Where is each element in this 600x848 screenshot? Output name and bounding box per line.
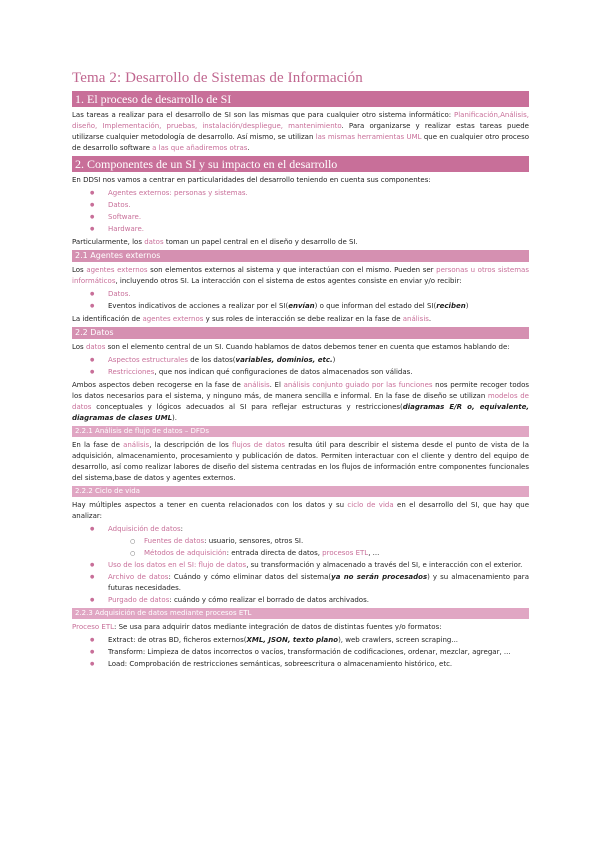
section-heading-2-1: 2.1 Agentes externos: [72, 250, 529, 262]
paragraph-development-process: Las tareas a realizar para el desarrollo de SI son las mismas que para cualquier otro sistema informático: Planificación,Análisis, diseño, Implementación, pruebas, instalación/despliegue, mantenimiento. Para organizarse y realizar estas tareas puede utilizarse cualquier metodología de desarrollo. Así mismo, se utilizan las mismas herramientas UML que en cualquier otro proceso de desarrollo software a las que añadiremos otras.: [72, 111, 530, 152]
paragraph-analysis-design: Ambos aspectos deben recogerse en la fase de análisis. El análisis conjunto guiado por las funciones nos permite recoger todos los datos necesarios para el sistema, y ninguno más, de manera sencilla e informal. En la fase de diseño se utilizan modelos de datos conceptuales y lógicos adecuados al SI para reflejar estructuras y restricciones(diagramas E/R o, equivalente, diagramas de clases UML).: [72, 381, 530, 422]
paragraph-components-intro: En DDSI nos vamos a centrar en particularidades del desarrollo teniendo en cuenta sus componentes:: [72, 176, 431, 184]
paragraph-data-central: Particularmente, los datos toman un papel central en el diseño y desarrollo de SI.: [72, 238, 358, 246]
list-item: ● Load: Comprobación de restricciones semánticas, sobreescritura o almacenamiento histórico, etc.: [72, 659, 529, 670]
data-aspects-list: [72, 355, 529, 378]
list-item: ● Archivo de datos: Cuándo y cómo eliminar datos del sistema(ya no serán procesados) y su almacenamiento para futuras necesidades.: [72, 572, 529, 594]
section-heading-2-2: 2.2 Datos: [72, 327, 529, 339]
agents-list: [72, 289, 529, 312]
components-list: [72, 188, 529, 235]
list-item: ● Adquisición de datos:: [72, 524, 529, 535]
list-subitem: ○ Fuentes de datos: usuario, sensores, otros SI.: [72, 536, 529, 547]
list-item: ● Aspectos estructurales de los datos(variables, dominios, etc.): [72, 355, 529, 366]
list-item: ● Hardware.: [72, 224, 529, 235]
section-heading-2: 2. Componentes de un SI y su impacto en el desarrollo: [72, 156, 529, 172]
list-item: ● Purgado de datos: cuándo y cómo realizar el borrado de datos archivados.: [72, 595, 529, 606]
paragraph-etl: Proceso ETL: Se usa para adquirir datos mediante integración de datos de distintas fuentes y/o formatos:: [72, 623, 442, 631]
list-item: ● Datos.: [72, 289, 529, 300]
section-heading-1: 1. El proceso de desarrollo de SI: [72, 91, 529, 107]
section-heading-2-2-2: 2.2.2 Ciclo de vida: [72, 486, 529, 497]
list-item: ● Agentes externos: personas y sistemas.: [72, 188, 529, 199]
section-heading-2-2-1: 2.2.1 Análisis de flujo de datos – DFDs: [72, 426, 529, 437]
list-item: ● Extract: de otras BD, ficheros externos(XML, JSON, texto plano), web crawlers, screen scraping...: [72, 635, 529, 646]
list-item: ● Software.: [72, 212, 529, 223]
list-item: ● Uso de los datos en el SI: flujo de datos, su transformación y almacenado a través del SI, e interacción con el exterior.: [72, 560, 529, 571]
paragraph-lifecycle: Hay múltiples aspectos a tener en cuenta relacionados con los datos y su ciclo de vida en el desarrollo del SI, que hay que analizar:: [72, 501, 529, 520]
list-item: ● Restricciones, que nos indican qué configuraciones de datos almacenados son válidas.: [72, 367, 529, 378]
lifecycle-list: [72, 524, 529, 606]
section-heading-2-2-3: 2.2.3 Adquisición de datos mediante procesos ETL: [72, 608, 529, 619]
paragraph-external-agents: Los agentes externos son elementos externos al sistema y que interactúan con el mismo. Pueden ser personas u otros sistemas informáticos, incluyendo otros SI. La interacción con el sistema de estos agentes consiste en enviar y/o recibir:: [72, 266, 529, 285]
list-subitem: ○ Métodos de adquisición: entrada directa de datos, procesos ETL, ...: [72, 548, 529, 559]
document-page: [72, 70, 529, 672]
document-title: Tema 2: Desarrollo de Sistemas de Información: [72, 70, 363, 86]
list-item: ● Datos.: [72, 200, 529, 211]
paragraph-data: Los datos son el elemento central de un SI. Cuando hablamos de datos debemos tener en cuenta que estamos hablando de:: [72, 343, 510, 351]
etl-list: [72, 635, 529, 670]
list-item: ● Transform: Limpieza de datos incorrectos o vacíos, transformación de codificaciones, ordenar, mezclar, agregar, ...: [72, 647, 529, 658]
paragraph-dfd: En la fase de análisis, la descripción de los flujos de datos resulta útil para describir el sistema desde el punto de vista de la adquisición, almacenamiento, procesamiento y publicación de datos. Permiten interactuar con el cliente y dentro del equipo de desarrollo, así como realizar labores de diseño del sistema centradas en los flujos de información entre componentes funcionales del sistema,base de datos y agentes externos.: [72, 441, 530, 482]
list-item: ● Eventos indicativos de acciones a realizar por el SI(envían) o que informan del estado del SI(reciben): [72, 301, 529, 312]
paragraph-agents-identification: La identificación de agentes externos y sus roles de interacción se debe realizar en la fase de análisis.: [72, 315, 432, 323]
